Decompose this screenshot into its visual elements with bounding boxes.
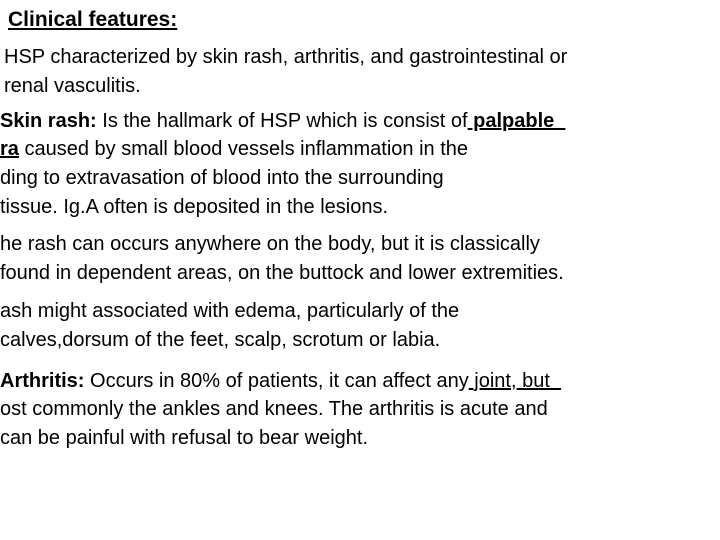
skin-rash-text-1: Is the hallmark of HSP which is consist of <box>96 110 468 132</box>
edema-line-2: calves,dorsum of the feet, scalp, scrotum or labia. <box>0 329 441 351</box>
arthritis-text-1: Occurs in 80% of patients, it can affect any <box>84 370 469 392</box>
joint-but-text: joint, but <box>468 370 562 392</box>
palpable-text: palpable <box>467 110 566 132</box>
page-title: Clinical features: <box>8 8 178 31</box>
skin-rash-line-3: ding to extravasation of blood into the surrounding <box>0 167 444 189</box>
rash-location-line-2: found in dependent areas, on the buttock and lower extremities. <box>0 262 564 284</box>
skin-rash-line-1 <box>0 109 565 133</box>
skin-rash-text-2: caused by small blood vessels inflammation in the <box>18 138 469 160</box>
intro-line-2: renal vasculitis. <box>4 75 141 97</box>
rash-location-line-1: he rash can occurs anywhere on the body, but it is classically <box>0 233 540 255</box>
arthritis-line-1 <box>0 369 561 393</box>
skin-rash-label: Skin rash: <box>0 110 97 132</box>
skin-rash-line-2 <box>0 137 468 161</box>
arthritis-line-2: ost commonly the ankles and knees. The arthritis is acute and <box>0 398 548 420</box>
arthritis-line-3: can be painful with refusal to bear weight. <box>0 427 368 449</box>
skin-rash-line-4: tissue. Ig.A often is deposited in the lesions. <box>0 196 389 218</box>
arthritis-label: Arthritis: <box>0 370 85 392</box>
intro-line-1: HSP characterized by skin rash, arthritis, and gastrointestinal or <box>4 46 568 68</box>
ra-text: ra <box>0 138 19 160</box>
edema-line-1: ash might associated with edema, particularly of the <box>0 300 460 322</box>
